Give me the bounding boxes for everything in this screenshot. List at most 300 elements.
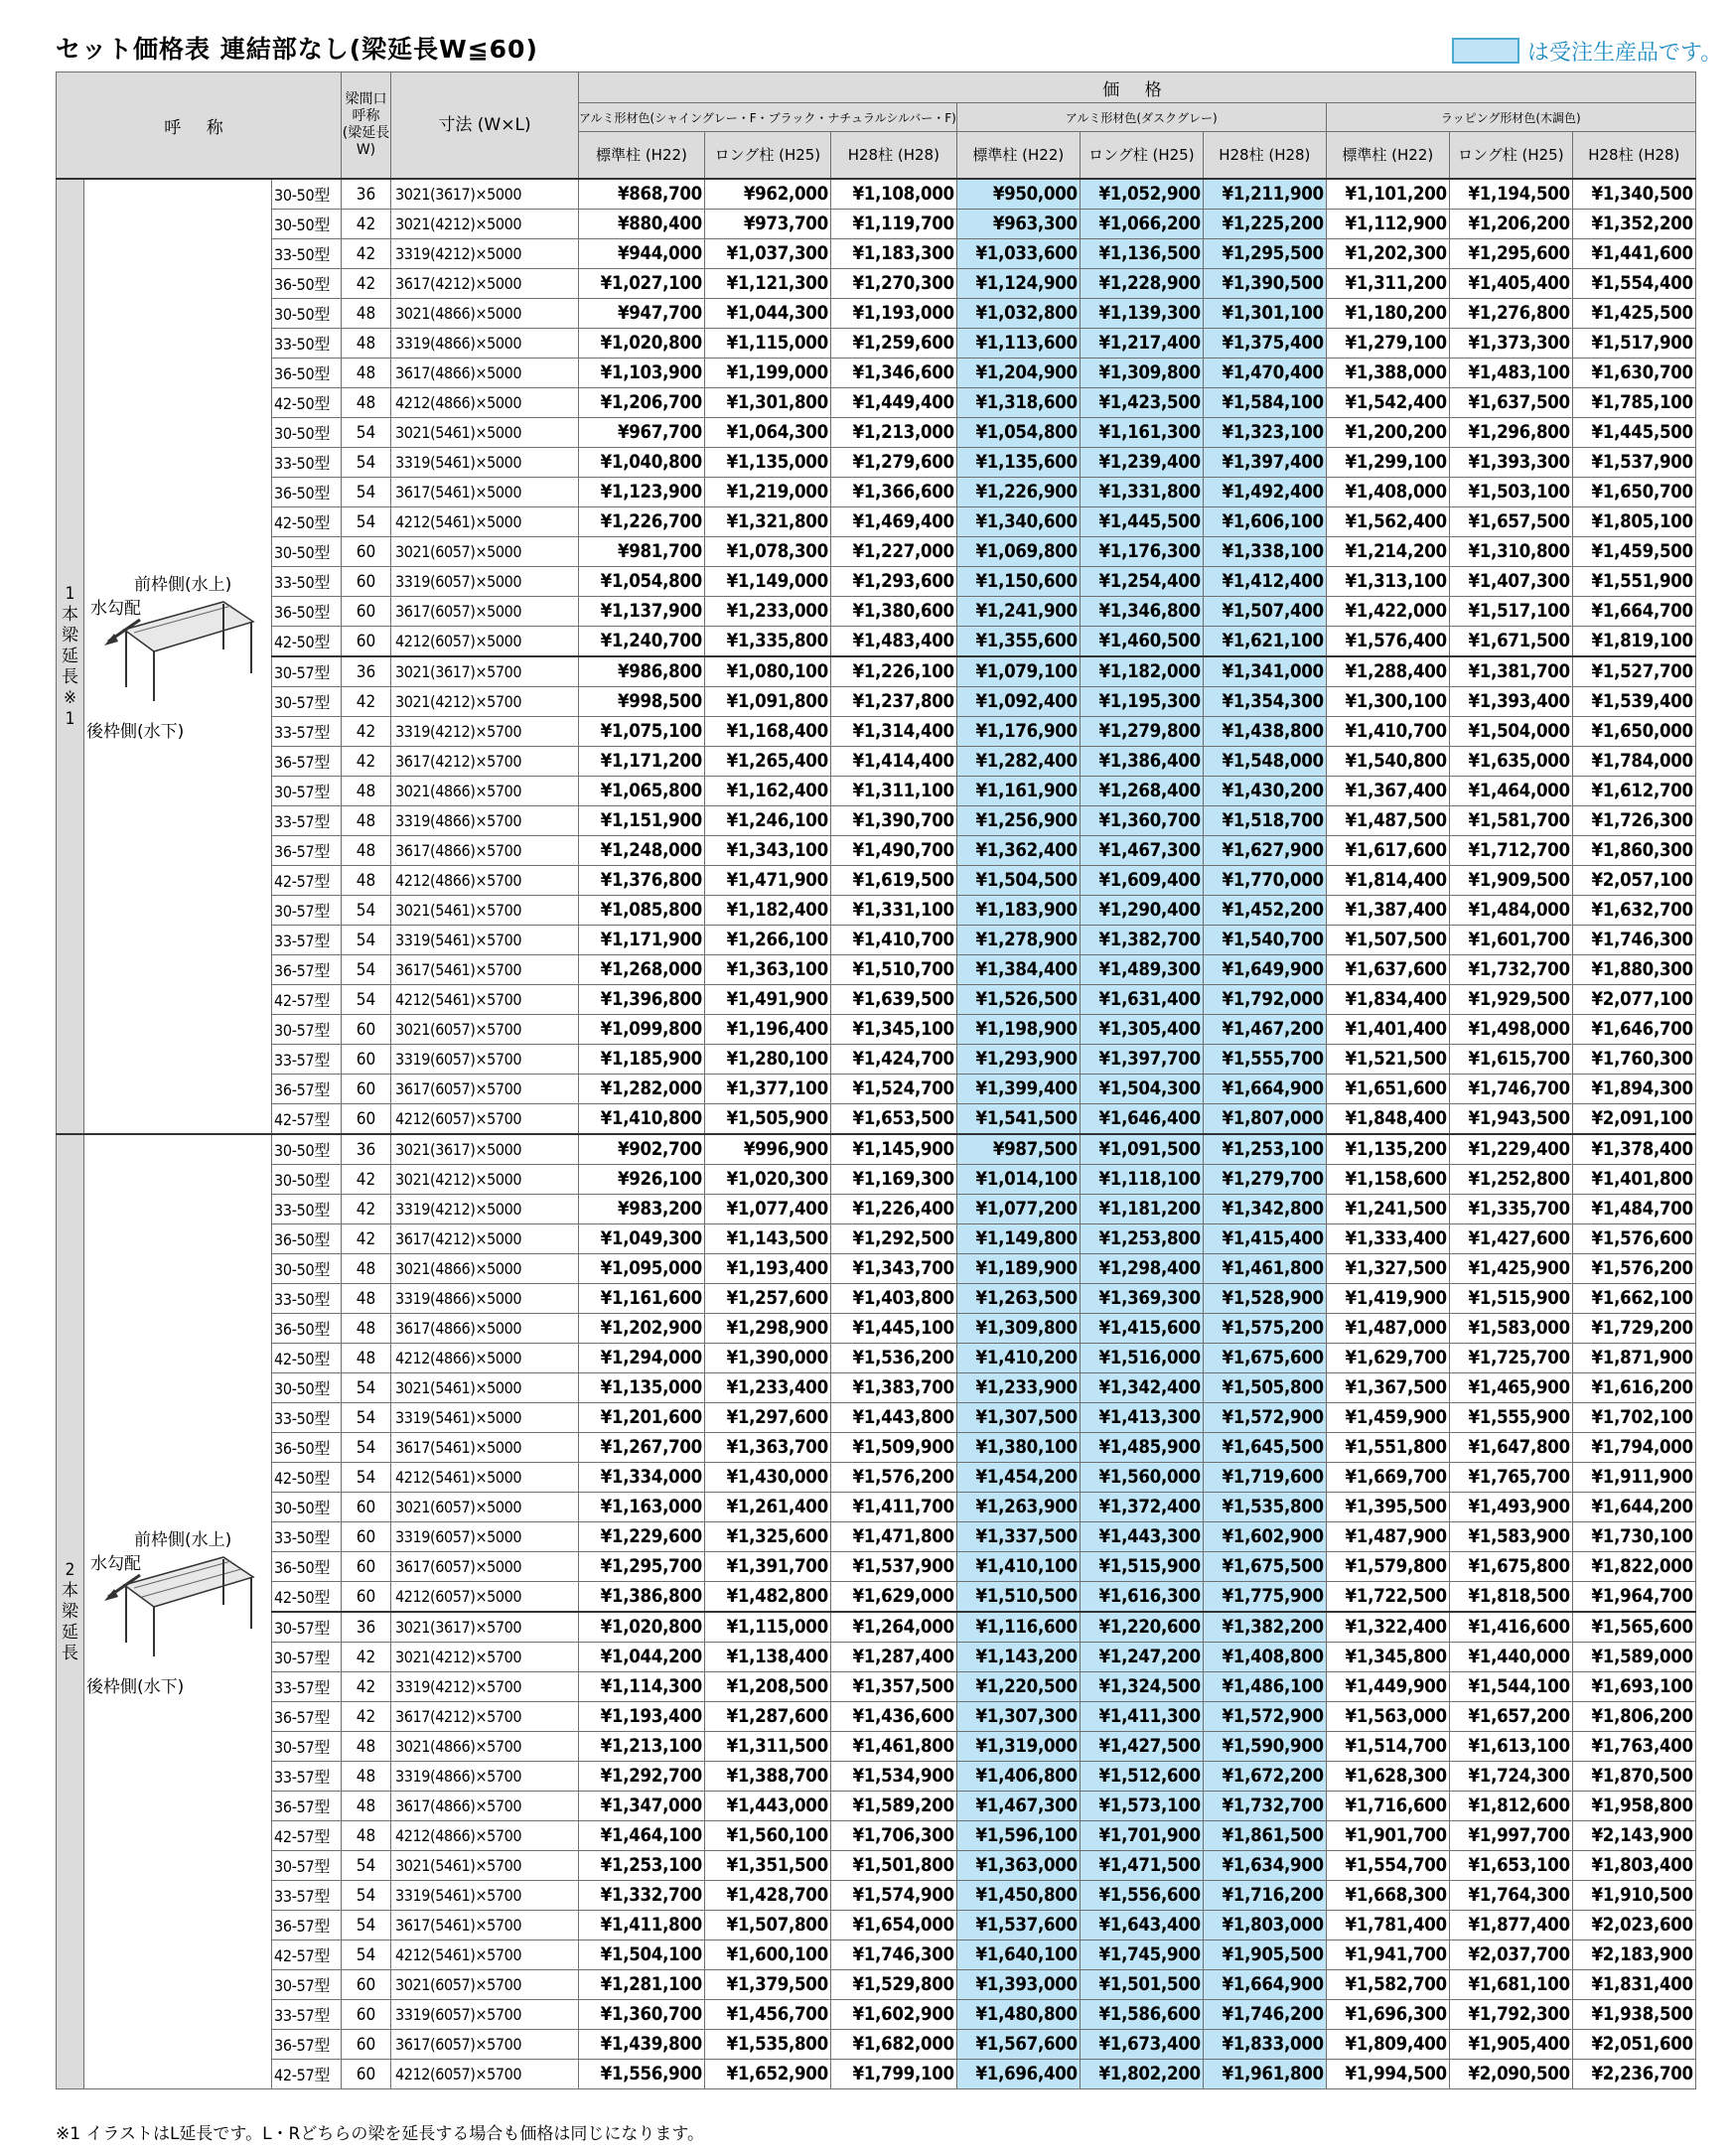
price-cell: ¥1,764,300 — [1449, 1881, 1572, 1911]
header-sub-4: ロング柱 (H25) — [1080, 132, 1203, 180]
price-cell: ¥1,295,500 — [1203, 239, 1326, 269]
price-cell: ¥1,650,700 — [1572, 478, 1695, 507]
price-cell: ¥1,536,200 — [830, 1344, 956, 1373]
dimension-cell: 3319(4866)×5700 — [391, 806, 579, 836]
table-row — [57, 1045, 1696, 1075]
price-cell: ¥2,143,900 — [1572, 1821, 1695, 1851]
price-cell: ¥1,397,700 — [1080, 1045, 1203, 1075]
header-sub-1: ロング柱 (H25) — [704, 132, 830, 180]
beam-width-cell: 60 — [342, 597, 391, 627]
beam-width-cell: 48 — [342, 1792, 391, 1821]
model-cell: 30-50型 — [272, 537, 342, 567]
model-cell: 42-57型 — [272, 1104, 342, 1135]
price-cell: ¥1,124,900 — [956, 269, 1080, 299]
price-cell: ¥1,589,000 — [1572, 1643, 1695, 1672]
price-cell: ¥1,279,600 — [830, 448, 956, 478]
model-cell: 42-57型 — [272, 866, 342, 896]
price-cell: ¥1,168,400 — [704, 717, 830, 747]
price-cell: ¥1,819,100 — [1572, 627, 1695, 657]
price-cell: ¥1,032,800 — [956, 299, 1080, 329]
price-cell: ¥1,387,400 — [1326, 896, 1449, 926]
price-cell: ¥1,556,600 — [1080, 1881, 1203, 1911]
price-cell: ¥1,562,400 — [1326, 507, 1449, 537]
price-cell: ¥1,485,900 — [1080, 1433, 1203, 1463]
price-cell: ¥1,745,900 — [1080, 1940, 1203, 1970]
price-cell: ¥1,410,800 — [579, 1104, 705, 1135]
dimension-cell: 3617(4212)×5700 — [391, 1702, 579, 1732]
price-cell: ¥1,716,600 — [1326, 1792, 1449, 1821]
price-cell: ¥947,700 — [579, 299, 705, 329]
price-cell: ¥1,746,200 — [1203, 2000, 1326, 2030]
table-row — [57, 747, 1696, 777]
price-cell: ¥1,405,400 — [1449, 269, 1572, 299]
price-cell: ¥1,461,800 — [830, 1732, 956, 1762]
price-cell: ¥963,300 — [956, 210, 1080, 239]
price-cell: ¥1,411,300 — [1080, 1702, 1203, 1732]
dimension-cell: 3021(4212)×5700 — [391, 1643, 579, 1672]
model-cell: 33-57型 — [272, 2000, 342, 2030]
price-cell: ¥1,544,100 — [1449, 1672, 1572, 1702]
model-cell: 36-57型 — [272, 2030, 342, 2060]
price-cell: ¥1,388,700 — [704, 1762, 830, 1792]
price-cell: ¥1,634,900 — [1203, 1851, 1326, 1881]
price-cell: ¥2,236,700 — [1572, 2060, 1695, 2089]
model-cell: 30-50型 — [272, 418, 342, 448]
beam-width-cell: 42 — [342, 239, 391, 269]
model-cell: 42-50型 — [272, 507, 342, 537]
table-row — [57, 1851, 1696, 1881]
price-cell: ¥1,079,100 — [956, 656, 1080, 687]
price-cell: ¥1,114,300 — [579, 1672, 705, 1702]
price-cell: ¥1,331,100 — [830, 896, 956, 926]
price-cell: ¥1,646,700 — [1572, 1015, 1695, 1045]
price-cell: ¥1,671,500 — [1449, 627, 1572, 657]
price-cell: ¥1,423,500 — [1080, 388, 1203, 418]
price-cell: ¥1,276,800 — [1449, 299, 1572, 329]
price-cell: ¥1,722,500 — [1326, 1582, 1449, 1613]
price-cell: ¥1,471,900 — [704, 866, 830, 896]
price-cell: ¥1,075,100 — [579, 717, 705, 747]
dimension-cell: 3319(5461)×5000 — [391, 1403, 579, 1433]
price-cell: ¥973,700 — [704, 210, 830, 239]
price-cell: ¥1,183,300 — [830, 239, 956, 269]
price-cell: ¥1,537,900 — [1572, 448, 1695, 478]
price-cell: ¥1,367,400 — [1326, 777, 1449, 806]
price-cell: ¥1,702,100 — [1572, 1403, 1695, 1433]
price-cell: ¥1,833,000 — [1203, 2030, 1326, 2060]
price-cell: ¥1,295,700 — [579, 1552, 705, 1582]
price-cell: ¥1,647,800 — [1449, 1433, 1572, 1463]
dimension-cell: 4212(6057)×5000 — [391, 627, 579, 657]
price-cell: ¥1,220,600 — [1080, 1612, 1203, 1643]
price-cell: ¥1,439,800 — [579, 2030, 705, 2060]
price-cell: ¥1,307,500 — [956, 1403, 1080, 1433]
table-row — [57, 1344, 1696, 1373]
price-cell: ¥1,425,500 — [1572, 299, 1695, 329]
price-cell: ¥1,064,300 — [704, 418, 830, 448]
price-cell: ¥1,576,400 — [1326, 627, 1449, 657]
table-row — [57, 717, 1696, 747]
price-cell: ¥1,318,600 — [956, 388, 1080, 418]
dimension-cell: 3319(4212)×5700 — [391, 1672, 579, 1702]
price-cell: ¥987,500 — [956, 1134, 1080, 1165]
price-cell: ¥1,411,700 — [830, 1493, 956, 1522]
price-cell: ¥1,719,600 — [1203, 1463, 1326, 1493]
price-cell: ¥1,213,100 — [579, 1732, 705, 1762]
price-cell: ¥1,292,700 — [579, 1762, 705, 1792]
price-cell: ¥1,379,500 — [704, 1970, 830, 2000]
price-cell: ¥1,615,700 — [1449, 1045, 1572, 1075]
price-cell: ¥1,589,200 — [830, 1792, 956, 1821]
price-cell: ¥1,176,900 — [956, 717, 1080, 747]
price-cell: ¥1,044,200 — [579, 1643, 705, 1672]
price-cell: ¥1,452,200 — [1203, 896, 1326, 926]
price-cell: ¥1,020,800 — [579, 329, 705, 359]
price-cell: ¥944,000 — [579, 239, 705, 269]
price-cell: ¥1,514,700 — [1326, 1732, 1449, 1762]
beam-width-cell: 54 — [342, 1403, 391, 1433]
price-cell: ¥1,233,900 — [956, 1373, 1080, 1403]
dimension-cell: 3021(4866)×5700 — [391, 777, 579, 806]
price-cell: ¥1,516,000 — [1080, 1344, 1203, 1373]
beam-width-cell: 60 — [342, 627, 391, 657]
price-cell: ¥1,380,600 — [830, 597, 956, 627]
table-row — [57, 359, 1696, 388]
dimension-cell: 3617(5461)×5700 — [391, 1911, 579, 1940]
price-cell: ¥1,384,400 — [956, 955, 1080, 985]
beam-width-cell: 54 — [342, 1940, 391, 1970]
beam-width-cell: 42 — [342, 269, 391, 299]
price-cell: ¥1,535,800 — [704, 2030, 830, 2060]
dimension-cell: 3021(6057)×5700 — [391, 1970, 579, 2000]
price-cell: ¥1,069,800 — [956, 537, 1080, 567]
beam-width-cell: 48 — [342, 836, 391, 866]
table-row — [57, 210, 1696, 239]
price-cell: ¥1,101,200 — [1326, 179, 1449, 210]
model-cell: 33-57型 — [272, 1881, 342, 1911]
dimension-cell: 3021(4866)×5000 — [391, 299, 579, 329]
dimension-cell: 3021(4212)×5000 — [391, 1165, 579, 1195]
price-cell: ¥1,027,100 — [579, 269, 705, 299]
price-cell: ¥1,621,100 — [1203, 627, 1326, 657]
price-cell: ¥1,792,300 — [1449, 2000, 1572, 2030]
price-cell: ¥1,354,300 — [1203, 687, 1326, 717]
price-cell: ¥1,337,500 — [956, 1522, 1080, 1552]
table-row — [57, 1522, 1696, 1552]
dimension-cell: 4212(6057)×5700 — [391, 2060, 579, 2089]
price-cell: ¥1,229,400 — [1449, 1134, 1572, 1165]
price-cell: ¥1,822,000 — [1572, 1552, 1695, 1582]
front-side-label: 前枠側(水上) — [134, 1530, 232, 1550]
table-row — [57, 388, 1696, 418]
price-cell: ¥1,501,500 — [1080, 1970, 1203, 2000]
price-cell: ¥1,565,600 — [1572, 1612, 1695, 1643]
price-cell: ¥1,363,100 — [704, 955, 830, 985]
price-cell: ¥1,408,800 — [1203, 1643, 1326, 1672]
price-cell: ¥1,099,800 — [579, 1015, 705, 1045]
table-row — [57, 567, 1696, 597]
model-cell: 30-50型 — [272, 1254, 342, 1284]
price-cell: ¥1,537,600 — [956, 1911, 1080, 1940]
beam-width-cell: 48 — [342, 866, 391, 896]
price-cell: ¥1,619,500 — [830, 866, 956, 896]
price-cell: ¥1,609,400 — [1080, 866, 1203, 896]
price-cell: ¥1,401,800 — [1572, 1165, 1695, 1195]
price-cell: ¥1,214,200 — [1326, 537, 1449, 567]
price-cell: ¥1,430,000 — [704, 1463, 830, 1493]
price-cell: ¥1,486,100 — [1203, 1672, 1326, 1702]
dimension-cell: 3021(4212)×5000 — [391, 210, 579, 239]
price-cell: ¥1,510,500 — [956, 1582, 1080, 1613]
price-cell: ¥1,091,800 — [704, 687, 830, 717]
beam-width-cell: 48 — [342, 1732, 391, 1762]
price-cell: ¥1,803,000 — [1203, 1911, 1326, 1940]
price-cell: ¥1,182,400 — [704, 896, 830, 926]
price-cell: ¥1,253,100 — [1203, 1134, 1326, 1165]
price-cell: ¥1,161,900 — [956, 777, 1080, 806]
price-cell: ¥1,410,100 — [956, 1552, 1080, 1582]
price-cell: ¥1,454,200 — [956, 1463, 1080, 1493]
price-cell: ¥1,427,500 — [1080, 1732, 1203, 1762]
price-cell: ¥1,327,500 — [1326, 1254, 1449, 1284]
price-cell: ¥1,467,300 — [1080, 836, 1203, 866]
model-cell: 30-50型 — [272, 1493, 342, 1522]
price-cell: ¥1,287,400 — [830, 1643, 956, 1672]
model-cell: 36-50型 — [272, 1314, 342, 1344]
dimension-cell: 3021(6057)×5000 — [391, 1493, 579, 1522]
price-cell: ¥1,298,400 — [1080, 1254, 1203, 1284]
price-cell: ¥1,270,300 — [830, 269, 956, 299]
price-cell: ¥2,023,600 — [1572, 1911, 1695, 1940]
table-row — [57, 627, 1696, 657]
model-cell: 33-50型 — [272, 1284, 342, 1314]
model-cell: 36-50型 — [272, 478, 342, 507]
price-cell: ¥1,305,400 — [1080, 1015, 1203, 1045]
price-cell: ¥1,548,000 — [1203, 747, 1326, 777]
price-cell: ¥1,403,800 — [830, 1284, 956, 1314]
price-cell: ¥1,360,700 — [1080, 806, 1203, 836]
price-cell: ¥1,630,700 — [1572, 359, 1695, 388]
model-cell: 36-57型 — [272, 1702, 342, 1732]
model-cell: 36-57型 — [272, 836, 342, 866]
price-cell: ¥1,226,100 — [830, 656, 956, 687]
price-cell: ¥1,470,400 — [1203, 359, 1326, 388]
price-cell: ¥1,162,400 — [704, 777, 830, 806]
price-cell: ¥1,628,300 — [1326, 1762, 1449, 1792]
price-cell: ¥2,037,700 — [1449, 1940, 1572, 1970]
price-cell: ¥1,281,100 — [579, 1970, 705, 2000]
beam-width-cell: 54 — [342, 1433, 391, 1463]
price-cell: ¥1,213,000 — [830, 418, 956, 448]
beam-width-cell: 54 — [342, 955, 391, 985]
price-cell: ¥1,206,700 — [579, 388, 705, 418]
price-cell: ¥1,574,900 — [830, 1881, 956, 1911]
dimension-cell: 3617(4866)×5000 — [391, 1314, 579, 1344]
price-cell: ¥1,202,300 — [1326, 239, 1449, 269]
price-cell: ¥1,360,700 — [579, 2000, 705, 2030]
model-cell: 42-57型 — [272, 1821, 342, 1851]
price-cell: ¥1,650,000 — [1572, 717, 1695, 747]
header-beam-width: 梁間口 呼称 (梁延長W) — [342, 72, 391, 180]
dimension-cell: 3021(5461)×5700 — [391, 896, 579, 926]
price-cell: ¥1,189,900 — [956, 1254, 1080, 1284]
header-sub-2: H28柱 (H28) — [830, 132, 956, 180]
beam-width-cell: 36 — [342, 179, 391, 210]
price-cell: ¥1,427,600 — [1449, 1224, 1572, 1254]
price-cell: ¥1,412,400 — [1203, 567, 1326, 597]
dimension-cell: 3319(4212)×5000 — [391, 239, 579, 269]
beam-width-cell: 42 — [342, 687, 391, 717]
dimension-cell: 3617(6057)×5700 — [391, 1075, 579, 1104]
price-cell: ¥1,393,000 — [956, 1970, 1080, 2000]
price-cell: ¥1,483,100 — [1449, 359, 1572, 388]
model-cell: 42-57型 — [272, 1940, 342, 1970]
price-cell: ¥1,288,400 — [1326, 656, 1449, 687]
price-cell: ¥1,632,700 — [1572, 896, 1695, 926]
price-cell: ¥1,219,000 — [704, 478, 830, 507]
dimension-cell: 3319(4866)×5000 — [391, 329, 579, 359]
price-cell: ¥1,362,400 — [956, 836, 1080, 866]
beam-width-cell: 54 — [342, 1881, 391, 1911]
section-label — [57, 1134, 84, 2089]
price-cell: ¥1,247,200 — [1080, 1643, 1203, 1672]
price-cell: ¥1,958,800 — [1572, 1792, 1695, 1821]
price-cell: ¥1,489,300 — [1080, 955, 1203, 985]
price-cell: ¥1,410,700 — [830, 926, 956, 955]
price-cell: ¥1,860,300 — [1572, 836, 1695, 866]
price-cell: ¥1,294,000 — [579, 1344, 705, 1373]
model-cell: 30-57型 — [272, 1643, 342, 1672]
table-row — [57, 448, 1696, 478]
price-cell: ¥1,639,500 — [830, 985, 956, 1015]
price-cell: ¥1,831,400 — [1572, 1970, 1695, 2000]
dimension-cell: 3319(6057)×5700 — [391, 1045, 579, 1075]
price-cell: ¥1,943,500 — [1449, 1104, 1572, 1135]
dimension-cell: 3021(3617)×5700 — [391, 1612, 579, 1643]
price-cell: ¥1,529,800 — [830, 1970, 956, 2000]
beam-width-cell: 60 — [342, 2030, 391, 2060]
price-cell: ¥1,139,300 — [1080, 299, 1203, 329]
dimension-cell: 3021(4212)×5700 — [391, 687, 579, 717]
price-cell: ¥1,576,600 — [1572, 1224, 1695, 1254]
price-cell: ¥1,541,500 — [956, 1104, 1080, 1135]
price-cell: ¥1,724,300 — [1449, 1762, 1572, 1792]
price-cell: ¥1,080,100 — [704, 656, 830, 687]
price-cell: ¥1,254,400 — [1080, 567, 1203, 597]
model-cell: 42-50型 — [272, 1463, 342, 1493]
price-cell: ¥1,331,800 — [1080, 478, 1203, 507]
price-cell: ¥1,701,900 — [1080, 1821, 1203, 1851]
table-row — [57, 1134, 1696, 1165]
price-cell: ¥1,416,600 — [1449, 1612, 1572, 1643]
price-cell: ¥1,391,700 — [704, 1552, 830, 1582]
price-cell: ¥1,459,900 — [1326, 1403, 1449, 1433]
dimension-cell: 3021(5461)×5000 — [391, 418, 579, 448]
model-cell: 30-50型 — [272, 299, 342, 329]
price-cell: ¥1,654,000 — [830, 1911, 956, 1940]
price-cell: ¥1,509,900 — [830, 1433, 956, 1463]
price-cell: ¥1,487,900 — [1326, 1522, 1449, 1552]
price-cell: ¥1,241,500 — [1326, 1195, 1449, 1224]
beam-width-cell: 60 — [342, 1522, 391, 1552]
price-cell: ¥1,503,100 — [1449, 478, 1572, 507]
price-cell: ¥1,399,400 — [956, 1075, 1080, 1104]
price-cell: ¥1,264,000 — [830, 1612, 956, 1643]
price-cell: ¥1,415,600 — [1080, 1314, 1203, 1344]
price-cell: ¥880,400 — [579, 210, 705, 239]
price-cell: ¥1,644,200 — [1572, 1493, 1695, 1522]
price-cell: ¥998,500 — [579, 687, 705, 717]
legend-swatch — [1452, 38, 1519, 64]
price-cell: ¥1,504,000 — [1449, 717, 1572, 747]
price-cell: ¥1,143,200 — [956, 1643, 1080, 1672]
price-cell: ¥1,436,600 — [830, 1702, 956, 1732]
price-cell: ¥1,539,400 — [1572, 687, 1695, 717]
dimension-cell: 4212(4866)×5700 — [391, 1821, 579, 1851]
price-cell: ¥1,246,100 — [704, 806, 830, 836]
table-row — [57, 687, 1696, 717]
price-cell: ¥1,292,500 — [830, 1224, 956, 1254]
table-row — [57, 179, 1696, 210]
price-cell: ¥1,287,600 — [704, 1702, 830, 1732]
price-cell: ¥1,901,700 — [1326, 1821, 1449, 1851]
price-cell: ¥1,729,200 — [1572, 1314, 1695, 1344]
price-cell: ¥1,345,100 — [830, 1015, 956, 1045]
price-cell: ¥1,256,900 — [956, 806, 1080, 836]
price-cell: ¥1,449,900 — [1326, 1672, 1449, 1702]
dimension-cell: 3021(3617)×5700 — [391, 656, 579, 687]
price-cell: ¥1,730,100 — [1572, 1522, 1695, 1552]
table-row — [57, 597, 1696, 627]
price-cell: ¥1,363,000 — [956, 1851, 1080, 1881]
price-cell: ¥1,575,200 — [1203, 1314, 1326, 1344]
price-cell: ¥1,643,400 — [1080, 1911, 1203, 1940]
price-cell: ¥981,700 — [579, 537, 705, 567]
price-cell: ¥1,521,500 — [1326, 1045, 1449, 1075]
header-sub-7: ロング柱 (H25) — [1449, 132, 1572, 180]
price-cell: ¥1,397,400 — [1203, 448, 1326, 478]
table-row — [57, 478, 1696, 507]
model-cell: 36-50型 — [272, 359, 342, 388]
price-cell: ¥1,556,900 — [579, 2060, 705, 2089]
price-cell: ¥1,282,400 — [956, 747, 1080, 777]
price-cell: ¥1,149,800 — [956, 1224, 1080, 1254]
beam-width-cell: 54 — [342, 1373, 391, 1403]
price-cell: ¥1,491,900 — [704, 985, 830, 1015]
price-cell: ¥1,333,400 — [1326, 1224, 1449, 1254]
price-cell: ¥1,560,000 — [1080, 1463, 1203, 1493]
price-cell: ¥1,373,300 — [1449, 329, 1572, 359]
price-cell: ¥1,664,900 — [1203, 1970, 1326, 2000]
price-cell: ¥1,342,800 — [1203, 1195, 1326, 1224]
price-cell: ¥1,501,800 — [830, 1851, 956, 1881]
price-cell: ¥1,322,400 — [1326, 1612, 1449, 1643]
dimension-cell: 4212(5461)×5700 — [391, 985, 579, 1015]
table-row — [57, 2030, 1696, 2060]
price-cell: ¥1,601,700 — [1449, 926, 1572, 955]
dimension-cell: 4212(4866)×5000 — [391, 388, 579, 418]
price-cell: ¥1,378,400 — [1572, 1134, 1695, 1165]
price-cell: ¥1,635,000 — [1449, 747, 1572, 777]
beam-width-cell: 54 — [342, 1851, 391, 1881]
header-sub-5: H28柱 (H28) — [1203, 132, 1326, 180]
dimension-cell: 4212(6057)×5700 — [391, 1104, 579, 1135]
price-cell: ¥1,484,700 — [1572, 1195, 1695, 1224]
price-cell: ¥1,941,700 — [1326, 1940, 1449, 1970]
price-cell: ¥1,905,500 — [1203, 1940, 1326, 1970]
price-cell: ¥1,261,400 — [704, 1493, 830, 1522]
model-cell: 36-50型 — [272, 1552, 342, 1582]
